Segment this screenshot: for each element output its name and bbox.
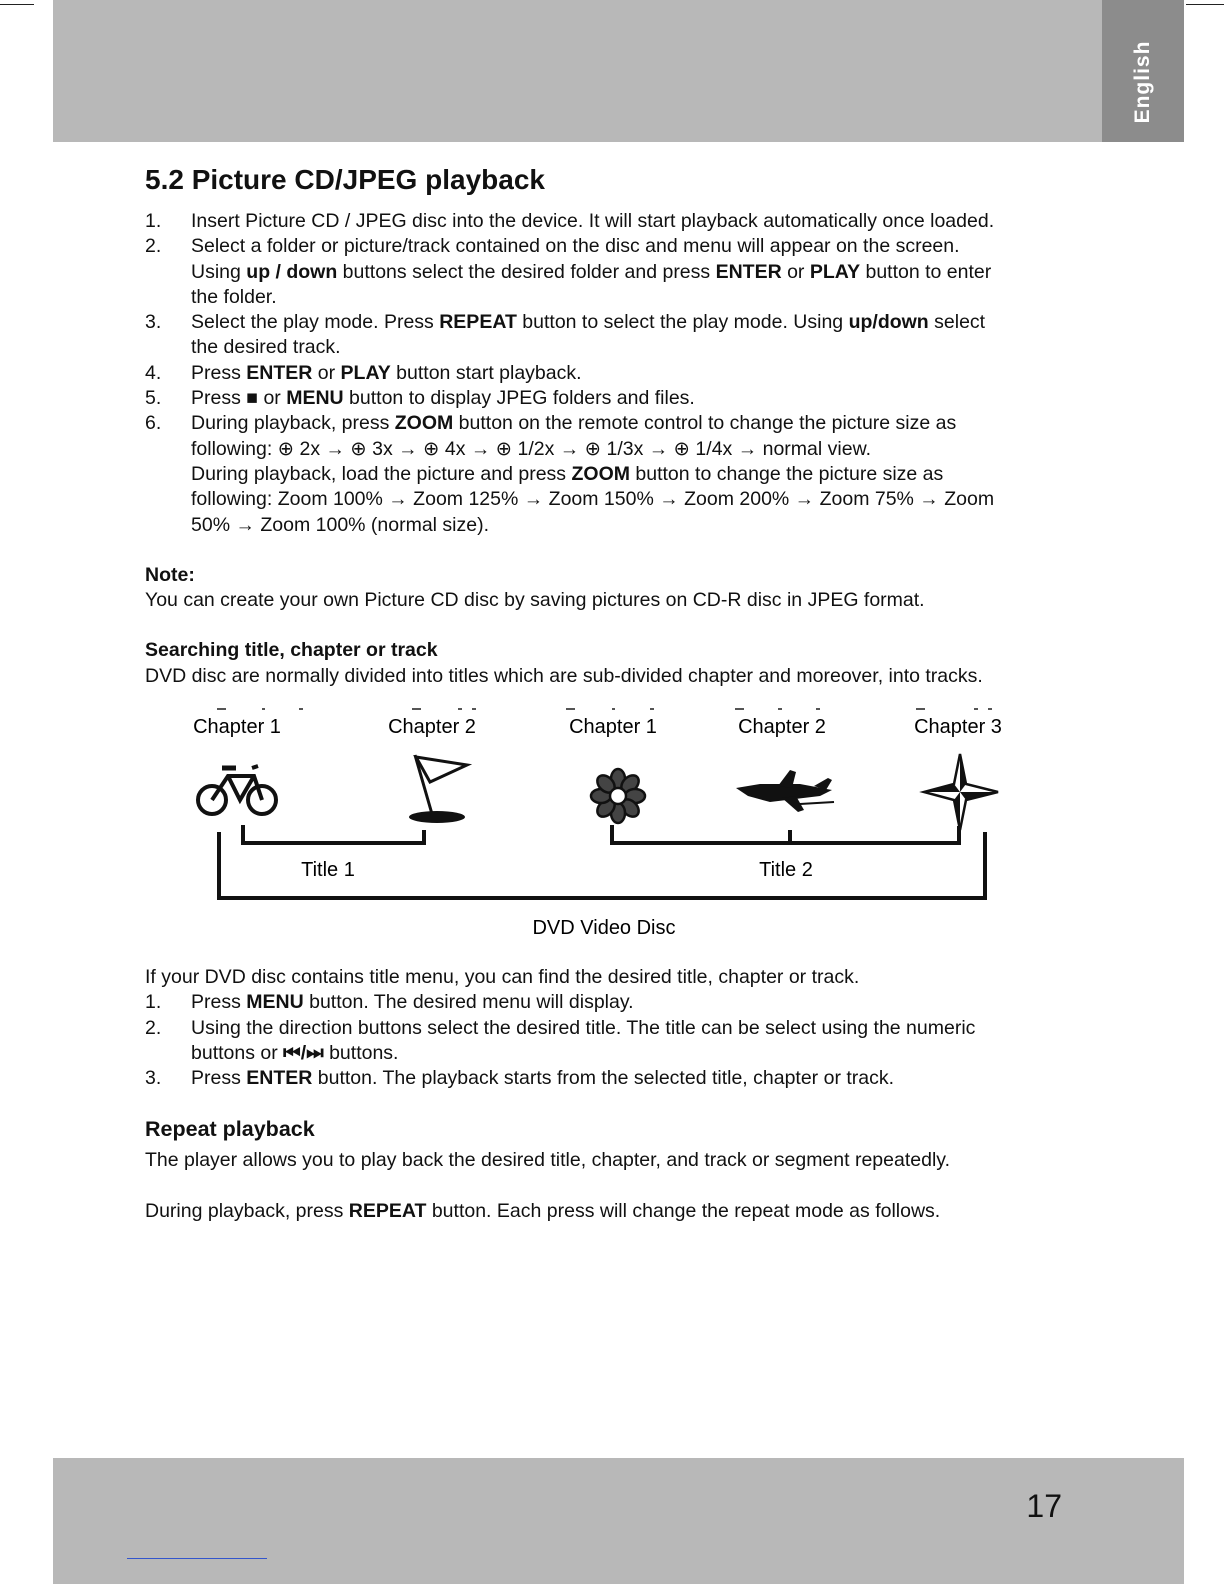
disc-label: DVD Video Disc bbox=[532, 917, 676, 939]
step-item bbox=[145, 990, 1075, 1015]
step-line: Press ■ or MENU button to display JPEG folders and files. bbox=[191, 387, 695, 410]
key-label: REPEAT bbox=[439, 311, 517, 334]
bicycle-icon bbox=[198, 766, 276, 814]
step-line: following: ⊕ 2x → ⊕ 3x → ⊕ 4x → ⊕ 1/2x → ⊕ 1/3x → ⊕ 1/4x → normal view. bbox=[191, 437, 871, 460]
chapter-label: Chapter 1 bbox=[569, 716, 657, 738]
step-line: the desired track. bbox=[191, 336, 341, 359]
skip-buttons-icon: ⏮/⏭ bbox=[283, 1041, 324, 1064]
step-item bbox=[145, 361, 1075, 386]
step-number: 3. bbox=[145, 311, 162, 334]
lower-content bbox=[145, 965, 1075, 1224]
chapter-label: Chapter 1 bbox=[193, 716, 281, 738]
page-number: 17 bbox=[1026, 1488, 1062, 1524]
step-line: 50% → Zoom 100% (normal size). bbox=[191, 513, 490, 536]
key-label: ENTER bbox=[246, 361, 313, 384]
searching-text: DVD disc are normally divided into titles which are sub-divided chapter and moreover, into tracks. bbox=[145, 664, 983, 687]
step-item bbox=[145, 310, 1075, 361]
menu-steps bbox=[145, 990, 1075, 1091]
chapter-label: Chapter 2 bbox=[388, 716, 476, 738]
footer-band bbox=[53, 1458, 1184, 1584]
step-line: Press ENTER button. The playback starts from the selected title, chapter or track. bbox=[191, 1067, 895, 1090]
step-line: Using the direction buttons select the desired title. The title can be select using the numeric bbox=[191, 1016, 976, 1039]
step-item bbox=[145, 386, 1075, 411]
top-left-edge-line bbox=[0, 4, 34, 5]
key-label: MENU bbox=[286, 387, 344, 410]
footer-underline bbox=[127, 1558, 267, 1559]
key-label: MENU bbox=[246, 991, 304, 1014]
compass-star-icon bbox=[924, 754, 998, 830]
step-line: During playback, press ZOOM button on the remote control to change the picture size as bbox=[191, 412, 957, 435]
section-title: 5.2 Picture CD/JPEG playback bbox=[145, 164, 545, 195]
step-number: 6. bbox=[145, 412, 162, 435]
step-number: 3. bbox=[145, 1067, 162, 1090]
step-line: Select the play mode. Press REPEAT button to select the play mode. Using up/down select bbox=[191, 311, 986, 334]
key-label: ENTER bbox=[246, 1067, 313, 1090]
key-label: up/down bbox=[848, 311, 929, 334]
step-line: Using up / down buttons select the desired folder and press ENTER or PLAY button to enter bbox=[191, 260, 992, 283]
note-title: Note: bbox=[145, 563, 195, 586]
chapter-label: Chapter 3 bbox=[914, 716, 1002, 738]
page-content bbox=[145, 160, 1075, 689]
step-item bbox=[145, 209, 1075, 234]
step-line: the folder. bbox=[191, 285, 277, 308]
step-number: 2. bbox=[145, 1016, 162, 1039]
header-band bbox=[53, 0, 1184, 142]
step-item bbox=[145, 234, 1075, 310]
key-label: PLAY bbox=[340, 361, 391, 384]
step-line: Press MENU button. The desired menu will display. bbox=[191, 991, 634, 1014]
step-item bbox=[145, 1066, 1075, 1091]
step-line: Insert Picture CD / JPEG disc into the device. It will start playback automatically once loaded. bbox=[191, 210, 995, 232]
searching-title: Searching title, chapter or track bbox=[145, 639, 438, 662]
key-label: REPEAT bbox=[348, 1199, 427, 1222]
step-line: buttons or ⏮/⏭ buttons. bbox=[191, 1041, 399, 1064]
language-tab bbox=[1102, 0, 1184, 142]
playback-steps bbox=[145, 209, 1075, 538]
step-number: 2. bbox=[145, 235, 162, 258]
repeat-text: The player allows you to play back the desired title, chapter, and track or segment repeatedly. bbox=[145, 1149, 950, 1172]
title-label: Title 1 bbox=[301, 859, 355, 881]
step-line: Select a folder or picture/track contained on the disc and menu will appear on the screen. bbox=[191, 235, 960, 258]
step-line: During playback, load the picture and press ZOOM button to change the picture size as bbox=[191, 462, 944, 485]
step-number: 1. bbox=[145, 210, 162, 232]
menu-intro-text: If your DVD disc contains title menu, you can find the desired title, chapter or track. bbox=[145, 966, 860, 988]
chapter-label: Chapter 2 bbox=[738, 716, 826, 738]
key-label: PLAY bbox=[809, 260, 861, 283]
dvd-structure-diagram bbox=[0, 700, 1224, 950]
key-label: ZOOM bbox=[394, 412, 454, 435]
note-text: You can create your own Picture CD disc by saving pictures on CD-R disc in JPEG format. bbox=[145, 589, 925, 612]
step-number: 5. bbox=[145, 387, 162, 410]
repeat-instruction: During playback, press REPEAT button. Each press will change the repeat mode as follows. bbox=[145, 1199, 941, 1222]
step-number: 4. bbox=[145, 361, 162, 384]
key-label: ENTER bbox=[715, 260, 782, 283]
step-line: Press ENTER or PLAY button start playback. bbox=[191, 361, 582, 384]
repeat-playback-title: Repeat playback bbox=[145, 1117, 315, 1142]
title-label: Title 2 bbox=[759, 859, 813, 881]
key-label: up / down bbox=[246, 260, 338, 283]
golf-flag-icon bbox=[409, 755, 467, 823]
flower-icon bbox=[591, 769, 645, 823]
step-item bbox=[145, 1016, 1075, 1067]
airplane-icon bbox=[736, 770, 834, 812]
title-1-bracket bbox=[243, 825, 424, 843]
key-label: ZOOM bbox=[571, 462, 630, 485]
step-line: following: Zoom 100% → Zoom 125% → Zoom 150% → Zoom 200% → Zoom 75% → Zoom bbox=[191, 488, 995, 511]
step-number: 1. bbox=[145, 991, 162, 1014]
top-right-edge-line bbox=[1186, 4, 1224, 5]
language-tab-label: English bbox=[1131, 40, 1154, 124]
step-item bbox=[145, 411, 1075, 537]
title-2-bracket bbox=[612, 825, 959, 843]
